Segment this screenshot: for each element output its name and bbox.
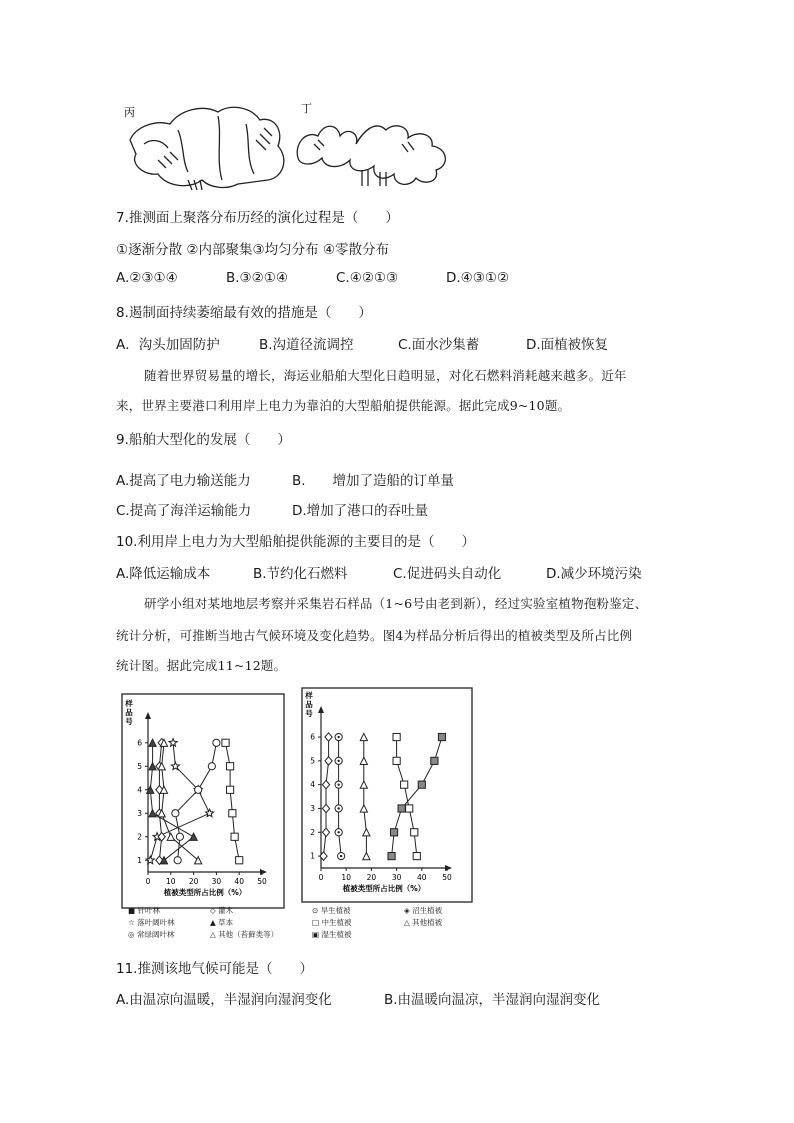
- chart-2-point-s4-1: [363, 852, 370, 859]
- passage-2-line-3: 统计图。据此完成11~12题。: [116, 658, 287, 673]
- chart-2-x-tick-label: 30: [391, 873, 402, 882]
- passage-1-line-2: 来，世界主要港口利用岸上电力为靠泊的大型船舶提供能源。据此完成9~10题。: [116, 398, 571, 413]
- chart-2-point-s0-1-dot: [340, 855, 342, 857]
- plateau-surface-sketch-bing-icon: [130, 107, 284, 190]
- chart-1-point-s2-3: [172, 810, 179, 817]
- chart-1: [124, 698, 267, 897]
- chart-1-y-axis-arrow-icon: [145, 712, 151, 719]
- chart-2-point-s2-3: [398, 805, 405, 812]
- chart-2-point-s1-3: [406, 805, 413, 812]
- question-9-option-d[interactable]: D.增加了港口的吞吐量: [292, 503, 429, 519]
- legend-2-item-0: ⊙ 旱生植被: [312, 906, 351, 915]
- legend-2-item-2: ▣ 湿生植被: [312, 930, 352, 939]
- chart-1-series-line-3: [159, 743, 161, 861]
- plateau-sketch: [118, 100, 458, 195]
- question-9-option-a[interactable]: A.提高了电力输送能力: [116, 473, 251, 489]
- square-filled-marker-icon: ▣: [312, 930, 320, 939]
- top-figure: [118, 100, 458, 195]
- question-7-option-d[interactable]: D.④③①②: [446, 270, 510, 286]
- question-7-option-c[interactable]: C.④②①③: [336, 270, 399, 286]
- chart-2-y-label-char: 号: [305, 709, 313, 718]
- passage-2-line-1: 研学小组对某地地层考察并采集岩石样品（1~6号由老到新），经过实验室植物孢粉鉴定、: [144, 596, 648, 611]
- passage-1-line-1: 随着世界贸易量的增长，海运业船舶大型化日趋明显，对化石燃料消耗越来越多。近年: [144, 368, 627, 383]
- question-9-option-c[interactable]: C.提高了海洋运输能力: [116, 503, 252, 519]
- triangle-open-marker-icon: △: [210, 930, 216, 939]
- chart-2-y-label-char: 样: [305, 691, 313, 700]
- chart-2-x-tick-label: 10: [341, 873, 351, 882]
- chart-1-point-s0-3: [229, 810, 236, 817]
- chart-1-x-label: 植被类型所占比例（%）: [163, 888, 247, 897]
- chart-2-legend: [312, 905, 482, 941]
- question-8-stem: 8.遏制面持续萎缩最有效的措施是（ ）: [116, 305, 372, 321]
- plateau-surface-sketch-ding-icon: [297, 126, 445, 186]
- chart-2-y-tick-label: 4: [310, 780, 315, 790]
- question-8-option-a[interactable]: A．沟头加固防护: [116, 337, 220, 353]
- chart-1-y-tick-label: 4: [137, 785, 142, 795]
- chart-2-point-s3-3: [322, 804, 329, 812]
- question-10-option-d[interactable]: D.减少环境污染: [546, 566, 642, 582]
- question-11-stem: 11.推测该地气候可能是（ ）: [116, 961, 313, 977]
- chart-1-series-line-0: [226, 743, 240, 861]
- chart-1-x-tick-label: 40: [234, 877, 244, 886]
- chart-1-x-tick-label: 0: [145, 877, 151, 886]
- chart-2-series-line-0: [339, 737, 342, 856]
- chart-2-series-line-4: [364, 737, 367, 856]
- legend-1-item-0: ■ 针叶林: [128, 906, 160, 915]
- chart-1-y-tick-label: 5: [137, 761, 142, 771]
- chart-2-point-s1-6: [393, 733, 400, 740]
- chart-2-point-s0-2-dot: [337, 831, 339, 833]
- question-7-option-b[interactable]: B.③②①④: [226, 270, 288, 286]
- chart-2-y-tick-label: 6: [310, 732, 315, 742]
- chart-1-point-s2-6: [213, 739, 220, 746]
- chart-2-x-label: 植被类型所占比例（%）: [342, 884, 426, 893]
- panel-label-ding: 丁: [301, 102, 312, 115]
- chart-2-y-tick-label: 1: [310, 851, 315, 861]
- chart-2-point-s0-5-dot: [337, 760, 339, 762]
- question-7-option-a[interactable]: A.②③①④: [116, 270, 178, 286]
- chart-1-x-axis-arrow-icon: [260, 869, 267, 875]
- chart-2-y-label-char: 品: [305, 700, 313, 709]
- chart-2-point-s2-2: [390, 829, 397, 836]
- question-8-option-c[interactable]: C.面水沙集蓄: [398, 337, 480, 353]
- chart-2-y-tick-label: 3: [310, 803, 315, 813]
- chart-1-point-s2-5: [208, 763, 215, 770]
- question-9-option-b[interactable]: B. 增加了造船的订单量: [292, 473, 455, 489]
- legend-1-item-5: △ 其他（苔藓类等）: [210, 930, 279, 939]
- passage-2-line-2: 统计分析，可推断当地古气候环境及变化趋势。图4为样品分析后得出的植被类型及所占比例: [116, 628, 633, 643]
- chart-1-x-tick-label: 20: [188, 877, 199, 886]
- question-11-option-b[interactable]: B.由温暖向温凉，半湿润向湿润变化: [384, 992, 601, 1008]
- star-marker-icon: ☆: [128, 918, 135, 927]
- triangle-marker-icon: △: [404, 918, 410, 927]
- chart-1-frame: [122, 694, 284, 908]
- question-10-option-a[interactable]: A.降低运输成本: [116, 566, 211, 582]
- legend-1-item-2: ◎ 常绿阔叶林: [128, 930, 175, 939]
- chart-1-series-line-2: [175, 743, 216, 861]
- square-marker-icon: □: [312, 918, 320, 927]
- chart-1-point-s2-1: [174, 857, 181, 864]
- chart-2-point-s4-5: [360, 757, 367, 764]
- chart-1-point-s4-6: [149, 739, 156, 746]
- chart-2-point-s0-3-dot: [337, 807, 339, 809]
- chart-2-point-s4-3: [360, 805, 367, 812]
- legend-2-item-3: ◈ 沼生植被: [404, 906, 443, 915]
- legend-2-item-1: □ 中生植被: [312, 918, 352, 927]
- chart-1-series-line-5: [162, 743, 199, 861]
- legend-1-item-4: ▲ 草本: [210, 918, 234, 927]
- chart-2-x-axis-arrow-icon: [445, 865, 452, 871]
- chart-2-y-tick-label: 5: [310, 756, 315, 766]
- chart-2-point-s2-4: [418, 781, 425, 788]
- chart-2-point-s2-6: [438, 733, 445, 740]
- chart-1-point-s1-3: [206, 809, 214, 817]
- chart-1-y-tick-label: 2: [137, 832, 142, 842]
- chart-1-point-s0-4: [226, 786, 233, 793]
- diamond-marker-icon: ◈: [404, 906, 410, 915]
- chart-2-y-axis-arrow-icon: [318, 706, 324, 713]
- chart-2-point-s4-4: [360, 781, 367, 788]
- question-7-items: ①逐渐分散 ②内部聚集③均匀分布 ④零散分布: [116, 242, 389, 258]
- chart-1-y-label-char: 号: [125, 717, 133, 726]
- legend-1-item-3: ◇ 灌木: [210, 906, 234, 915]
- chart-2-x-tick-label: 40: [417, 873, 427, 882]
- chart-1-y-tick-label: 3: [137, 808, 142, 818]
- chart-2-point-s3-4: [322, 780, 329, 788]
- chart-1-x-tick-label: 50: [257, 877, 267, 886]
- chart-1-point-s2-4: [195, 786, 202, 793]
- chart-1-x-tick-label: 30: [211, 877, 222, 886]
- chart-2-point-s2-5: [431, 757, 438, 764]
- chart-2-point-s1-5: [393, 757, 400, 764]
- chart-2-point-s0-6-dot: [337, 736, 339, 738]
- chart-1-point-s0-6: [222, 739, 229, 746]
- chart-2: [304, 690, 452, 893]
- chart-1-legend: [128, 905, 298, 941]
- chart-2-point-s1-2: [411, 829, 418, 836]
- chart-1-point-s2-2: [176, 833, 183, 840]
- chart-2-point-s3-5: [325, 757, 332, 765]
- chart-1-y-label-char: 样: [125, 699, 133, 708]
- chart-1-point-s1-6: [169, 739, 177, 747]
- chart-2-y-tick-label: 2: [310, 827, 315, 837]
- chart-2-series-line-1: [397, 737, 417, 856]
- question-10-option-c[interactable]: C.促进码头自动化: [393, 566, 502, 582]
- legend-1-item-1: ☆ 落叶阔叶林: [128, 918, 175, 927]
- chart-2-x-tick-label: 20: [366, 873, 377, 882]
- chart-1-point-s4-2: [190, 833, 197, 840]
- question-7-stem: 7.推测面上聚落分布历经的演化过程是（ ）: [116, 210, 399, 226]
- chart-2-point-s1-1: [413, 852, 420, 859]
- legend-2-item-4: △ 其他植被: [404, 918, 443, 927]
- question-9-stem: 9.船舶大型化的发展（ ）: [116, 432, 291, 448]
- chart-2-series-line-2: [392, 737, 442, 856]
- question-11-option-a[interactable]: A.由温凉向温暖，半湿润向湿润变化: [116, 992, 332, 1008]
- question-8-option-d[interactable]: D.面植被恢复: [526, 337, 609, 353]
- question-10-option-b[interactable]: B.节约化石燃料: [253, 566, 348, 582]
- chart-2-point-s2-1: [388, 852, 395, 859]
- chart-2-point-s3-6: [325, 733, 332, 741]
- chart-1-y-tick-label: 1: [137, 855, 142, 865]
- chart-2-x-tick-label: 50: [442, 873, 452, 882]
- chart-1-point-s4-3: [149, 810, 156, 817]
- chart-1-y-tick-label: 6: [137, 738, 142, 748]
- chart-1-point-s4-5: [149, 763, 156, 770]
- chart-1-point-s0-5: [226, 763, 233, 770]
- triangle-filled-marker-icon: ▲: [210, 918, 216, 927]
- chart-2-point-s0-4-dot: [337, 783, 339, 785]
- question-8-option-b[interactable]: B.沟道径流调控: [259, 337, 354, 353]
- chart-2-point-s3-2: [322, 828, 329, 836]
- chart-1-point-s5-2: [167, 833, 174, 840]
- chart-1-x-tick-label: 10: [166, 877, 176, 886]
- diamond-marker-icon: ◇: [210, 906, 216, 915]
- circle-marker-icon: ◎: [128, 930, 135, 939]
- chart-2-x-tick-label: 0: [318, 873, 324, 882]
- chart-2-point-s4-2: [363, 829, 370, 836]
- panel-label-bing: 丙: [124, 106, 135, 119]
- chart-1-point-s0-1: [236, 857, 243, 864]
- chart-2-point-s1-4: [401, 781, 408, 788]
- chart-1-y-label-char: 品: [125, 708, 133, 717]
- chart-1-point-s0-2: [231, 833, 238, 840]
- circle-dot-marker-icon: ⊙: [312, 906, 319, 915]
- question-10-stem: 10.利用岸上电力为大型船舶提供能源的主要目的是（ ）: [116, 534, 475, 550]
- chart-2-point-s4-6: [360, 733, 367, 740]
- square-marker-icon: ■: [128, 906, 136, 915]
- chart-2-series-line-3: [324, 737, 329, 856]
